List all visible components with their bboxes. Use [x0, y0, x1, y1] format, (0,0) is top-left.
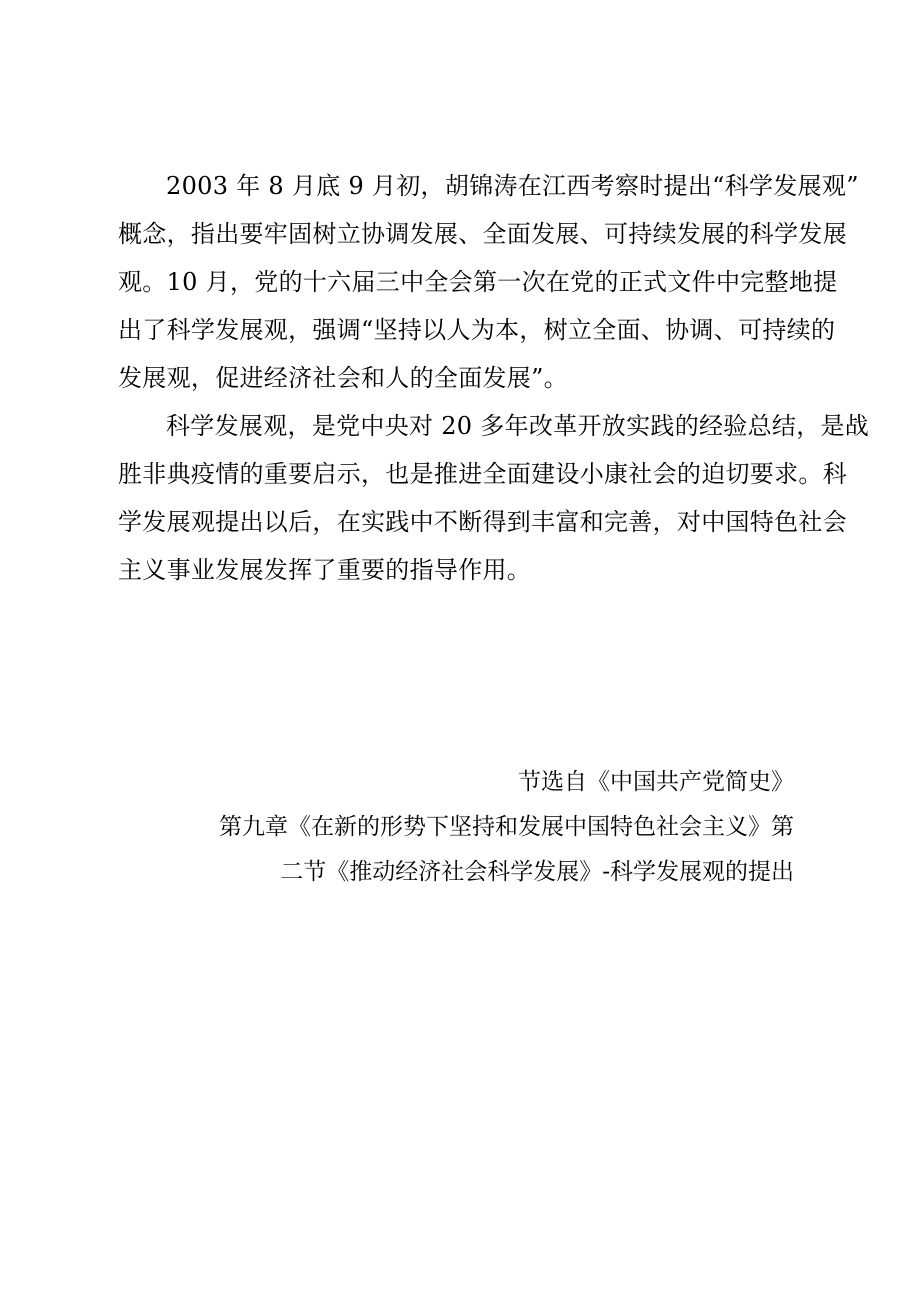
source-citation [118, 760, 794, 895]
paragraph-line: 概念，指出要牢固树立协调发展、全面发展、可持续发展的科学发展 [118, 220, 847, 248]
paragraph-line: 发展观，促进经济社会和人的全面发展”。 [118, 364, 568, 392]
document-body [118, 162, 870, 594]
paragraph-line: 学发展观提出以后，在实践中不断得到丰富和完善，对中国特色社会 [118, 508, 847, 536]
paragraph-line: 出了科学发展观，强调“坚持以人为本，树立全面、协调、可持续的 [118, 316, 836, 344]
paragraph-line: 科学发展观，是党中央对 20 多年改革开放实践的经验总结，是战 [166, 412, 870, 440]
paragraph-scientific-outlook-significance [118, 402, 870, 594]
source-line-chapter: 第九章《在新的形势下坚持和发展中国特色社会主义》第 [219, 814, 794, 840]
paragraph-line: 2003 年 8 月底 9 月初，胡锦涛在江西考察时提出“科学发展观” [166, 172, 859, 200]
paragraph-line: 主义事业发展发挥了重要的指导作用。 [118, 556, 532, 584]
source-line-book: 节选自《中国共产党简史》 [518, 769, 794, 795]
paragraph-scientific-outlook-origin [118, 162, 859, 402]
paragraph-line: 胜非典疫情的重要启示，也是推进全面建设小康社会的迫切要求。科 [118, 460, 847, 488]
source-line-section: 二节《推动经济社会科学发展》-科学发展观的提出 [280, 859, 794, 885]
paragraph-line: 观。10 月，党的十六届三中全会第一次在党的正式文件中完整地提 [118, 268, 838, 296]
